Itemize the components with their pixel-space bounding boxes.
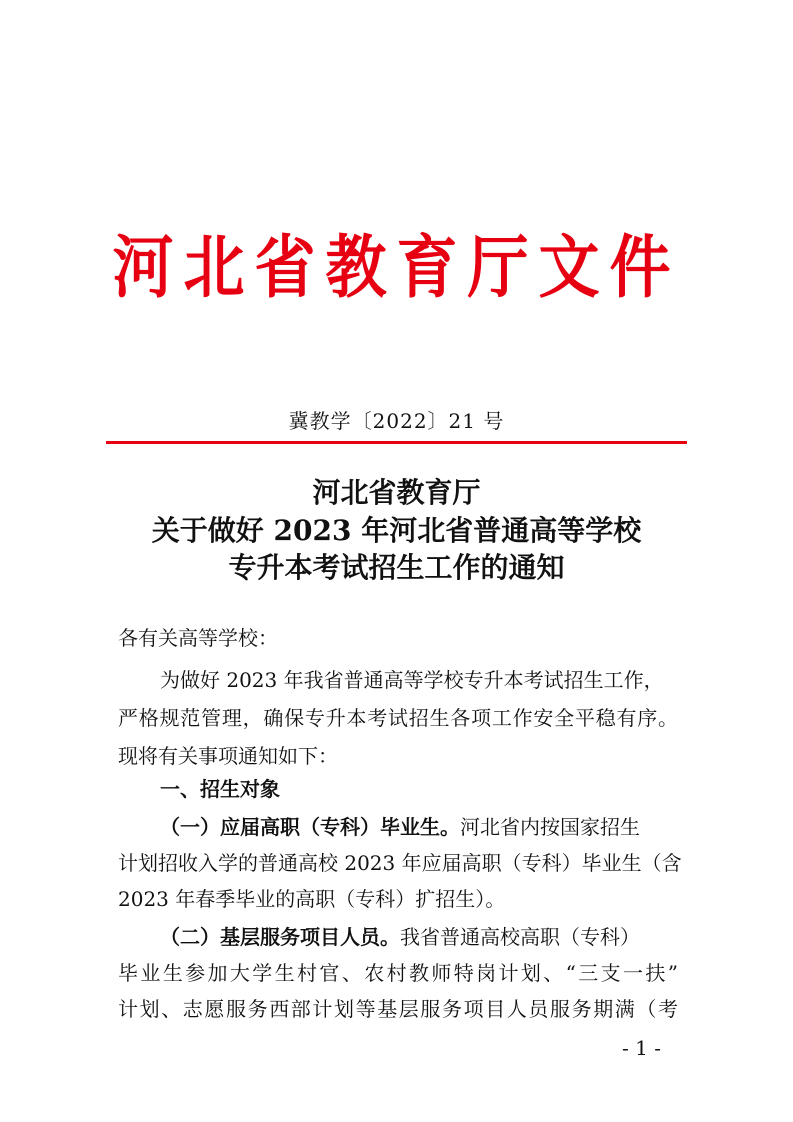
intro-paragraph-line: 为做好 2023 年我省普通高等学校专升本考试招生工作， <box>160 668 664 692</box>
title-line-2: 关于做好 2023 年河北省普通高等学校 <box>151 514 642 547</box>
item-1-first-line <box>160 812 640 842</box>
intro-paragraph-line: 现将有关事项通知如下： <box>118 744 338 768</box>
document-number: 冀教学〔2022〕21 号 <box>288 409 505 433</box>
title-line-1: 河北省教育厅 <box>312 476 481 509</box>
item-2-line: 毕业生参加大学生村官、农村教师特岗计划、“三支一扶” <box>118 961 678 985</box>
document-masthead: 河北省教育厅文件 <box>112 228 681 308</box>
item-1-line: 计划招收入学的普通高校 2023 年应届高职（专科）毕业生（含 <box>118 851 682 875</box>
intro-paragraph-line: 严格规范管理，确保专升本考试招生各项工作安全平稳有序。 <box>118 706 678 730</box>
item-2-line: 计划、志愿服务西部计划等基层服务项目人员服务期满（考 <box>118 997 678 1021</box>
page-number: - 1 - <box>622 1036 661 1060</box>
item-1-line: 2023 年春季毕业的高职（专科）扩招生）。 <box>118 887 506 911</box>
section-heading-enrollment-targets: 一、招生对象 <box>160 777 280 801</box>
item-1-label: （一）应届高职（专科）毕业生。 <box>160 815 460 839</box>
title-line-3: 专升本考试招生工作的通知 <box>228 551 565 584</box>
item-2-label: （二）基层服务项目人员。 <box>160 925 400 949</box>
item-1-text: 河北省内按国家招生 <box>460 815 640 839</box>
salutation: 各有关高等学校： <box>118 626 278 650</box>
item-2-first-line <box>160 922 640 952</box>
item-2-text: 我省普通高校高职（专科） <box>400 925 640 949</box>
red-divider-line <box>106 441 687 444</box>
